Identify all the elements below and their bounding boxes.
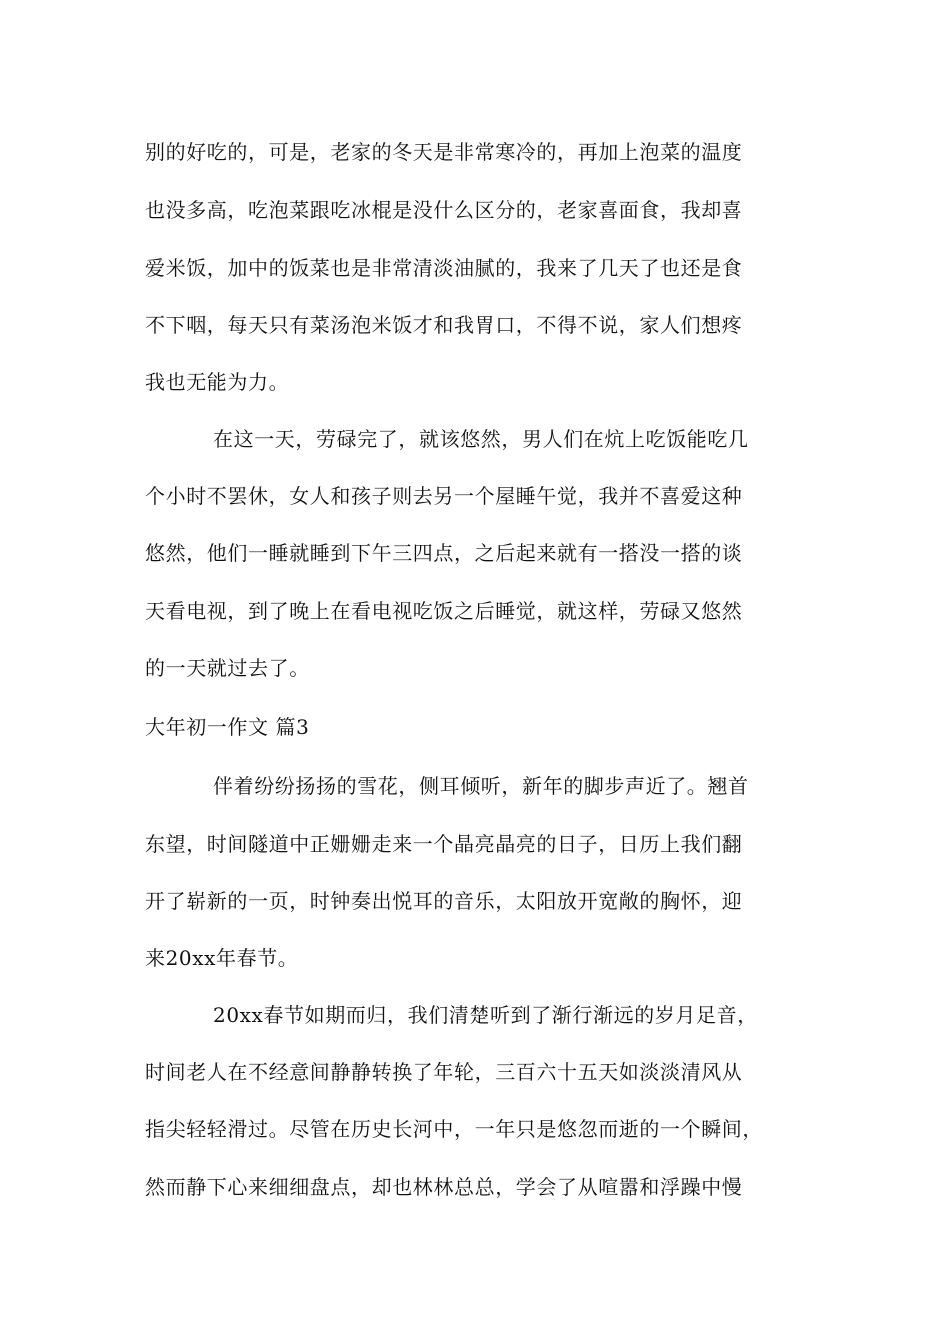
paragraph-4-line-3: 指尖轻轻滑过。尽管在历史长河中，一年只是悠忽而逝的一个瞬间， [145,1117,763,1141]
paragraph-1-line-4: 不下咽，每天只有菜汤泡米饭才和我胃口，不得不说，家人们想疼 [145,313,743,337]
paragraph-2-line-4: 天看电视，到了晚上在看电视吃饭之后睡觉，就这样，劳碌又悠然 [145,599,743,623]
paragraph-2-line-1: 在这一天，劳碌完了，就该悠然，男人们在炕上吃饭能吃几 [213,427,749,451]
paragraph-3-line-3: 开了崭新的一页，时钟奏出悦耳的音乐，太阳放开宽敞的胸怀，迎 [145,889,743,913]
paragraph-1-line-3: 爱米饭，加中的饭菜也是非常清淡油腻的，我来了几天了也还是食 [145,256,743,280]
paragraph-3-line-2: 东望，时间隧道中正姗姗走来一个晶亮晶亮的日子，日历上我们翻 [145,832,743,856]
paragraph-1-line-2: 也没多高，吃泡菜跟吃冰棍是没什么区分的，老家喜面食，我却喜 [145,198,743,222]
paragraph-4-line-1: 20xx春节如期而归，我们清楚听到了渐行渐远的岁月足音， [213,1003,758,1027]
paragraph-2-line-2: 个小时不罢休，女人和孩子则去另一个屋睡午觉，我并不喜爱这种 [145,484,743,508]
paragraph-3-line-1: 伴着纷纷扬扬的雪花，侧耳倾听，新年的脚步声近了。翘首 [213,774,749,798]
paragraph-2-line-5: 的一天就过去了。 [145,656,310,680]
paragraph-1-line-5: 我也无能为力。 [145,370,290,394]
paragraph-1-line-1: 别的好吃的，可是，老家的冬天是非常寒冷的，再加上泡菜的温度 [145,140,743,164]
section-heading: 大年初一作文 篇3 [145,715,310,739]
paragraph-4-line-4: 然而静下心来细细盘点，却也林林总总，学会了从喧嚣和浮躁中慢 [145,1175,743,1199]
paragraph-4-line-2: 时间老人在不经意间静静转换了年轮，三百六十五天如淡淡清风从 [145,1060,743,1084]
paragraph-3-line-4: 来20xx年春节。 [145,946,299,970]
paragraph-2-line-3: 悠然，他们一睡就睡到下午三四点，之后起来就有一搭没一搭的谈 [145,541,743,565]
